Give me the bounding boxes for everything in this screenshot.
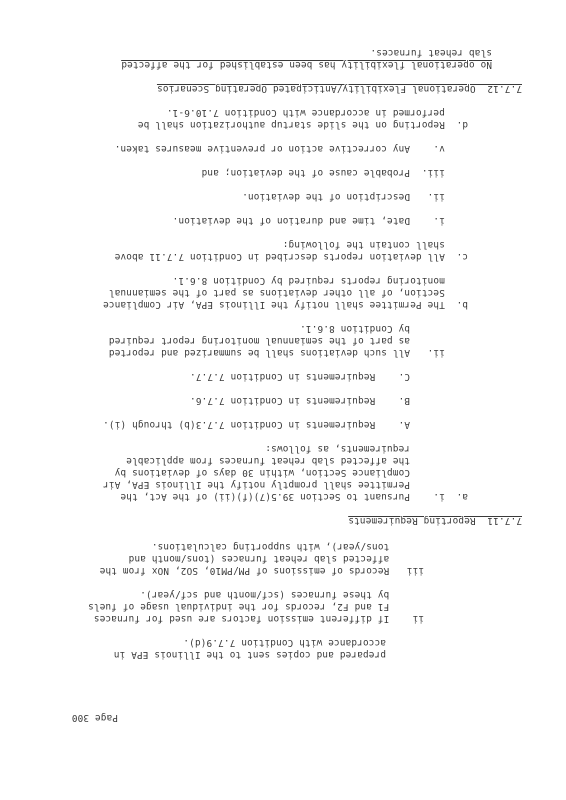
text-line: affected slab reheat furnaces (tons/month and: [128, 553, 424, 564]
text-line: c. All deviation reports described in Condition 7.7.11 above: [114, 251, 468, 262]
text-line: F1 and F2, records for the individual usage of fuels: [87, 601, 424, 612]
text-line: prepared and copies sent to the Illinois EPA in: [113, 649, 386, 660]
text-line: performed in accordance with Condition 7.10.6-1.: [166, 107, 468, 118]
text-line: b. The Permittee shall notify the Illinois EPA, Air Compliance: [102, 299, 468, 310]
text-line: accordance with Condition 7.7.9(d).: [183, 637, 386, 648]
text-line: the affected slab reheat furnaces from applicable: [126, 455, 468, 466]
text-line: by these furnaces (scf/month and scf/year).: [140, 589, 424, 600]
text-line: iii. Probable cause of the deviation; and: [201, 167, 468, 178]
text-line: v. Any corrective action or preventive measures taken.: [114, 143, 468, 154]
text-line: monitoring reports required by Condition 8.6.1.: [172, 275, 468, 286]
text-line: i. Date, time and duration of the deviation.: [172, 215, 468, 226]
text-line: ii. All such deviations shall be summarized and reported: [108, 347, 468, 358]
text-line: C. Requirements in Condition 7.7.7.: [189, 371, 468, 382]
text-line: B. Requirements in Condition 7.7.6.: [189, 395, 468, 406]
text-line: Section, of all other deviations as part of the semiannual: [108, 287, 468, 298]
text-line: A. Requirements in Condition 7.7.3(b) through (i).: [102, 419, 468, 430]
text-line: slab reheat furnaces.: [370, 47, 492, 58]
text-line: No operational flexibility has been established for the affected: [121, 59, 492, 70]
section-heading: 7.7.12 Operational Flexibility/Anticipated Operating Scenarios: [156, 83, 522, 94]
text-line: by Condition 8.6.1.: [299, 323, 468, 334]
text-line: ii. Description of the deviation.: [242, 191, 468, 202]
text-line: requirements, as follows:: [265, 443, 468, 454]
text-line: a. i. Pursuant to Section 39.5(7)(f)(ii) of the Act, the: [120, 491, 468, 502]
page-number: Page 300: [71, 712, 118, 723]
text-line: iii Records of emissions of PM/PM10, SO2, NOx from the: [99, 565, 424, 576]
text-line: shall contain the following:: [282, 239, 468, 250]
text-line: Permittee shall promptly notify the Illinois EPA, Air: [102, 479, 468, 490]
text-line: as part of the semiannual monitoring report required: [108, 335, 468, 346]
text-line: tons/year), with supporting calculations.: [151, 541, 424, 552]
text-line: Compliance Section, within 30 days of deviations by: [114, 467, 468, 478]
section-heading: 7.7.11 Reporting Requirements: [348, 515, 522, 526]
text-line: d. Reporting on the slide startup authorization shall be: [137, 119, 468, 130]
text-line: ii If different emission factors are used for furnaces: [93, 613, 424, 624]
